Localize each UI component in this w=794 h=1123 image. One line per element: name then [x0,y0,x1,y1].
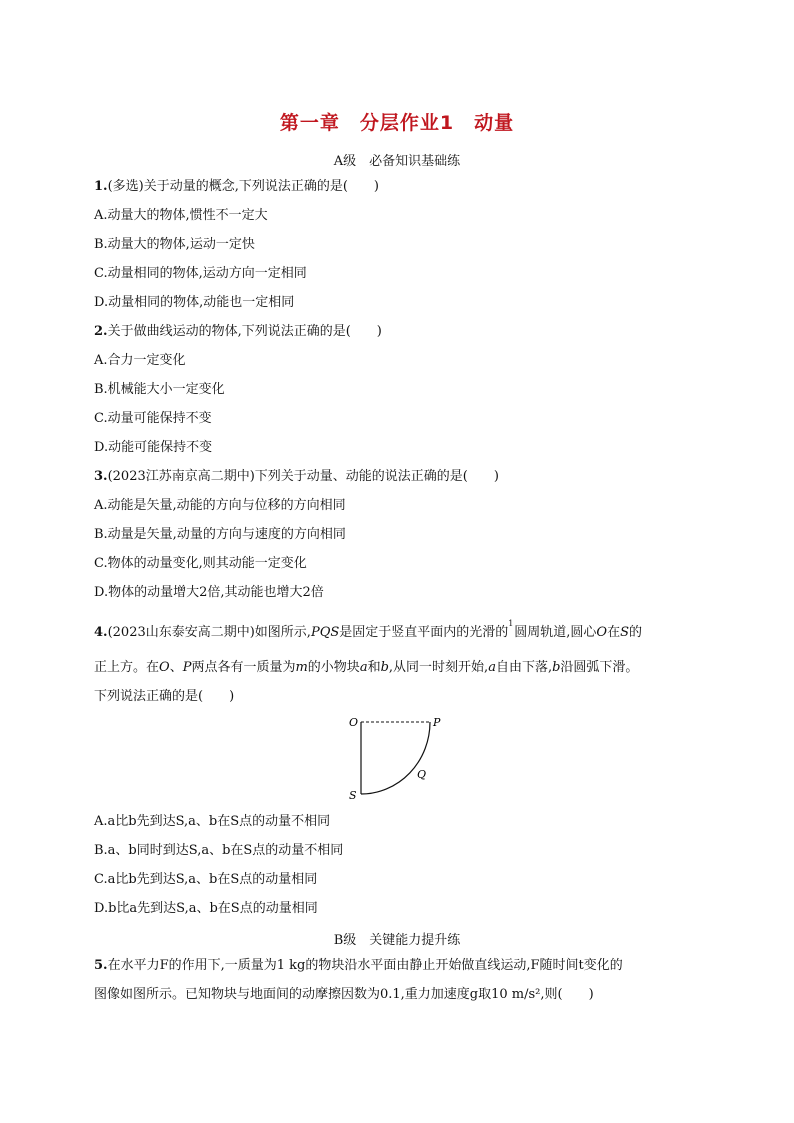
q3-option-a: A.动能是矢量,动能的方向与位移的方向相同 [94,498,346,513]
question-2 [94,323,382,341]
q4-var: O [596,625,608,640]
q4-text: 沿圆弧下滑。 [560,660,639,675]
question-5-line-1 [94,957,623,975]
q4-text: ,从同一时刻开始, [388,660,489,675]
q2-option-a: A.合力一定变化 [94,353,186,368]
question-4-line-3: 下列说法正确的是( ) [94,689,235,704]
question-number: 4. [94,625,108,640]
q4-text: 两点各有一质量为 [191,660,296,675]
q4-option-b: B.a、b同时到达S,a、b在S点的动量不相同 [94,843,344,858]
question-number: 2. [94,324,108,339]
q4-var: O [159,660,170,675]
q4-option-a: A.a比b先到达S,a、b在S点的动量不相同 [94,814,331,829]
q4-text: 是固定于竖直平面内的光滑的 [339,625,509,640]
q1-option-b: B.动量大的物体,运动一定快 [94,237,255,252]
q2-option-d: D.动能可能保持不变 [94,440,213,455]
question-number: 3. [94,469,108,484]
section-a-heading: A级 必备知识基础练 [333,154,461,169]
q4-text: 和 [367,660,381,675]
question-1 [94,178,379,196]
q1-option-d: D.动量相同的物体,动能也一定相同 [94,295,295,310]
question-4-line-2 [94,659,638,677]
section-b-heading: B级 关键能力提升练 [333,933,461,948]
q4-var: b [552,660,561,675]
q4-var: S [620,625,630,640]
question-stem: (多选)关于动量的概念,下列说法正确的是( ) [107,179,379,194]
q2-option-b: B.机械能大小一定变化 [94,382,225,397]
q4-text: 圆周轨道,圆心 [514,625,597,640]
q4-var: P [182,660,192,675]
page-title: 第一章 分层作业1 动量 [279,112,515,134]
quarter-circle-track-figure [340,710,450,805]
question-stem: (2023江苏南京高二期中)下列关于动量、动能的说法正确的是( ) [107,469,499,484]
question-number: 1. [94,179,108,194]
label-p: P [433,716,441,729]
question-stem: 关于做曲线运动的物体,下列说法正确的是( ) [107,324,382,339]
question-number: 5. [94,958,108,973]
q4-var: b [380,660,389,675]
label-s: S [349,789,357,802]
question-stem: 在水平力F的作用下,一质量为1 kg的物块沿水平面由静止开始做直线运动,F随时间t变化的 [107,958,623,973]
arc-pqs [361,722,430,794]
q4-var: a [488,660,496,675]
q3-option-c: C.物体的动量变化,则其动能一定变化 [94,556,307,571]
q4-option-d: D.b比a先到达S,a、b在S点的动量相同 [94,901,318,916]
q4-text: (2023山东泰安高二期中)如图所示, [107,625,311,640]
question-4-line-1 [94,618,643,642]
label-o: O [349,716,359,729]
label-q: Q [417,768,427,781]
q4-text: 在 [607,625,621,640]
q4-var-pqs: PQS [310,625,340,640]
q4-option-c: C.a比b先到达S,a、b在S点的动量相同 [94,872,318,887]
fraction-quarter [508,618,514,640]
q4-var: m [295,660,308,675]
q4-text: 、 [169,660,183,675]
q4-text: 的小物块 [307,660,360,675]
q4-text: 的 [629,625,643,640]
q3-option-b: B.动量是矢量,动量的方向与速度的方向相同 [94,527,346,542]
question-3 [94,468,499,486]
fraction-numerator: 1 [508,618,514,628]
question-5-line-2: 图像如图所示。已知物块与地面间的动摩擦因数为0.1,重力加速度g取10 m/s²,则( ) [94,987,594,1002]
q1-option-c: C.动量相同的物体,运动方向一定相同 [94,266,307,281]
q3-option-d: D.物体的动量增大2倍,其动能也增大2倍 [94,585,324,600]
q4-text: 自由下落, [495,660,553,675]
q2-option-c: C.动量可能保持不变 [94,411,212,426]
q4-var: a [359,660,368,675]
q4-text: 正上方。在 [94,660,160,675]
q1-option-a: A.动量大的物体,惯性不一定大 [94,208,268,223]
